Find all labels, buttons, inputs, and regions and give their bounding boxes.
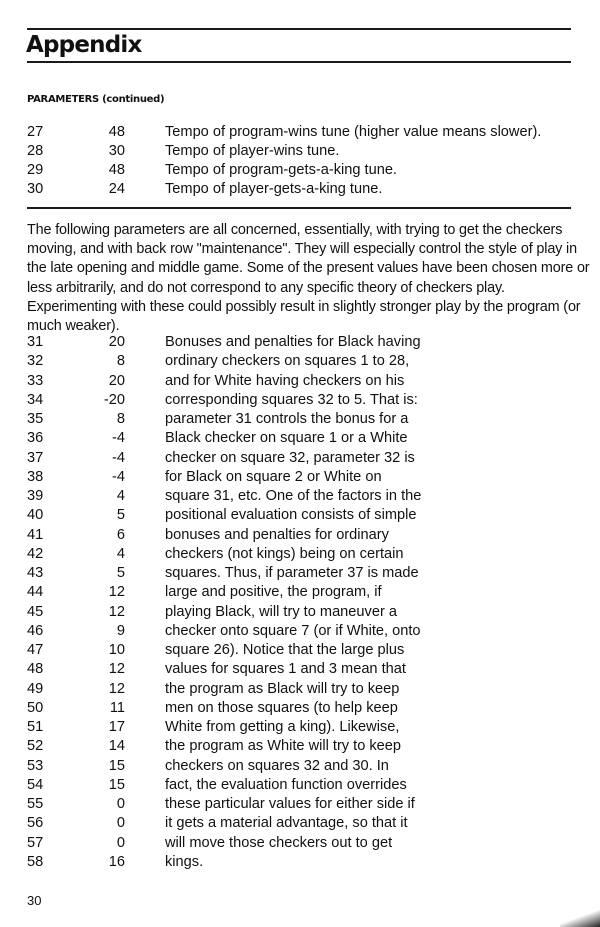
parameter-number: 48 xyxy=(27,661,44,678)
parameter-number: 33 xyxy=(27,372,44,389)
parameter-number: 34 xyxy=(27,391,44,408)
page-number: 30 xyxy=(27,893,42,908)
intro-line: the late opening and middle game. Some of the present values have been chosen more or xyxy=(27,260,590,277)
parameter-description: squares. Thus, if parameter 37 is made xyxy=(165,565,419,581)
parameter-number: 41 xyxy=(27,526,44,543)
parameter-value: 12 xyxy=(108,584,125,601)
parameter-description: playing Black, will try to maneuver a xyxy=(165,603,397,620)
parameter-value: 17 xyxy=(108,719,125,735)
parameter-description: checkers (not kings) being on certain xyxy=(165,545,404,562)
intro-line: The following parameters are all concerned, essentially, with trying to get the checkers xyxy=(27,222,563,238)
parameter-number: 28 xyxy=(27,142,44,159)
parameter-number: 27 xyxy=(27,124,44,140)
page-title: Appendix xyxy=(26,32,142,58)
parameter-description: square 31, etc. One of the factors in the xyxy=(165,488,422,504)
intro-line: Experimenting with these could possibly result in slightly stronger play by the program (or xyxy=(27,298,581,315)
scan-edge-shadow xyxy=(560,909,600,927)
parameter-description: the program as Black will try to keep xyxy=(165,680,400,697)
parameter-value: 24 xyxy=(108,180,125,197)
parameter-value: 0 xyxy=(116,796,125,812)
parameter-value: -4 xyxy=(112,449,125,466)
parameter-number: 42 xyxy=(27,545,44,562)
parameter-description: parameter 31 controls the bonus for a xyxy=(165,411,409,427)
parameter-description: checker onto square 7 (or if White, onto xyxy=(165,622,421,639)
parameter-number: 43 xyxy=(27,565,44,581)
intro-paragraph xyxy=(27,221,590,336)
intro-line: much weaker). xyxy=(27,318,120,335)
parameter-number: 29 xyxy=(27,161,44,178)
parameter-value: 8 xyxy=(116,411,125,427)
parameter-description: Black checker on square 1 or a White xyxy=(165,430,408,447)
parameter-number: 39 xyxy=(27,488,44,504)
parameter-description: men on those squares (to help keep xyxy=(165,699,398,716)
parameter-description: White from getting a king). Likewise, xyxy=(165,719,400,735)
parameter-value: 16 xyxy=(108,853,125,870)
title-rule xyxy=(27,61,571,63)
parameter-number: 50 xyxy=(27,699,44,716)
parameter-value: 6 xyxy=(116,526,125,543)
parameter-number: 30 xyxy=(27,180,44,197)
parameter-value: 10 xyxy=(108,642,125,658)
parameter-value: 14 xyxy=(108,738,125,755)
parameter-number: 31 xyxy=(27,334,44,350)
parameter-number: 55 xyxy=(27,796,44,812)
parameter-value: 48 xyxy=(108,161,125,178)
parameter-value: 4 xyxy=(116,545,125,562)
parameter-number: 46 xyxy=(27,622,44,639)
parameter-number: 52 xyxy=(27,738,44,755)
parameter-description: bonuses and penalties for ordinary xyxy=(165,526,389,543)
parameter-value: 9 xyxy=(116,622,125,639)
parameter-value: 8 xyxy=(116,353,125,370)
parameter-number: 47 xyxy=(27,642,44,658)
section-heading: PARAMETERS (continued) xyxy=(27,94,165,105)
parameter-value: 5 xyxy=(116,565,125,581)
parameter-description: and for White having checkers on his xyxy=(165,372,405,389)
parameter-value: 15 xyxy=(108,776,125,793)
parameter-number: 45 xyxy=(27,603,44,620)
parameter-description: fact, the evaluation function overrides xyxy=(165,776,407,793)
parameter-value: -4 xyxy=(112,468,125,485)
section-divider xyxy=(27,207,571,209)
intro-line: moving, and with back row "maintenance". They will especially control the style of play in xyxy=(27,241,577,258)
parameter-number: 58 xyxy=(27,853,44,870)
parameter-value: 20 xyxy=(108,334,125,350)
parameter-description: Bonuses and penalties for Black having xyxy=(165,334,421,350)
parameter-value: -20 xyxy=(103,391,125,408)
parameter-description: Tempo of program-gets-a-king tune. xyxy=(165,161,397,178)
parameter-description: will move those checkers out to get xyxy=(165,834,393,851)
parameter-number: 40 xyxy=(27,507,44,524)
parameter-number: 57 xyxy=(27,834,44,851)
parameter-description: Tempo of player-gets-a-king tune. xyxy=(165,180,383,197)
parameter-value: 12 xyxy=(108,661,125,678)
parameter-number: 56 xyxy=(27,815,44,832)
parameter-number: 38 xyxy=(27,468,44,485)
parameter-description: for Black on square 2 or White on xyxy=(165,468,382,485)
parameter-number: 32 xyxy=(27,353,44,370)
parameter-value: 0 xyxy=(116,815,125,832)
parameter-description: corresponding squares 32 to 5. That is: xyxy=(165,391,418,408)
parameter-value: 4 xyxy=(116,488,125,504)
parameter-description: Tempo of program-wins tune (higher value means slower). xyxy=(165,124,542,140)
parameter-number: 36 xyxy=(27,430,44,447)
parameter-number: 51 xyxy=(27,719,44,735)
parameter-value: 0 xyxy=(116,834,125,851)
parameter-value: 12 xyxy=(108,603,125,620)
parameter-number: 49 xyxy=(27,680,44,697)
parameter-value: 15 xyxy=(108,757,125,774)
parameter-value: 12 xyxy=(108,680,125,697)
intro-line: less arbitrarily, and do not correspond to any specific theory of checkers play. xyxy=(27,279,505,296)
parameter-description: checkers on squares 32 and 30. In xyxy=(165,757,389,774)
parameter-value: 30 xyxy=(108,142,125,159)
parameter-description: square 26). Notice that the large plus xyxy=(165,642,405,658)
parameter-value: 5 xyxy=(116,507,125,524)
parameter-description: checker on square 32, parameter 32 is xyxy=(165,449,415,466)
parameter-number: 44 xyxy=(27,584,44,601)
parameter-value: 11 xyxy=(109,699,125,716)
top-rule xyxy=(27,28,571,30)
parameter-description: these particular values for either side if xyxy=(165,796,415,812)
parameter-value: 48 xyxy=(108,124,125,140)
parameter-value: -4 xyxy=(112,430,125,447)
parameter-description: ordinary checkers on squares 1 to 28, xyxy=(165,353,410,370)
parameter-number: 54 xyxy=(27,776,44,793)
parameter-description: Tempo of player-wins tune. xyxy=(165,142,340,159)
parameter-description: large and positive, the program, if xyxy=(165,584,382,601)
parameter-description: kings. xyxy=(165,853,204,870)
parameter-description: the program as White will try to keep xyxy=(165,738,402,755)
parameter-number: 37 xyxy=(27,449,44,466)
parameter-description: it gets a material advantage, so that it xyxy=(165,815,408,832)
parameter-number: 35 xyxy=(27,411,44,427)
parameter-value: 20 xyxy=(108,372,125,389)
parameter-description: positional evaluation consists of simple xyxy=(165,507,417,524)
parameter-description: values for squares 1 and 3 mean that xyxy=(165,661,406,678)
parameter-number: 53 xyxy=(27,757,44,774)
